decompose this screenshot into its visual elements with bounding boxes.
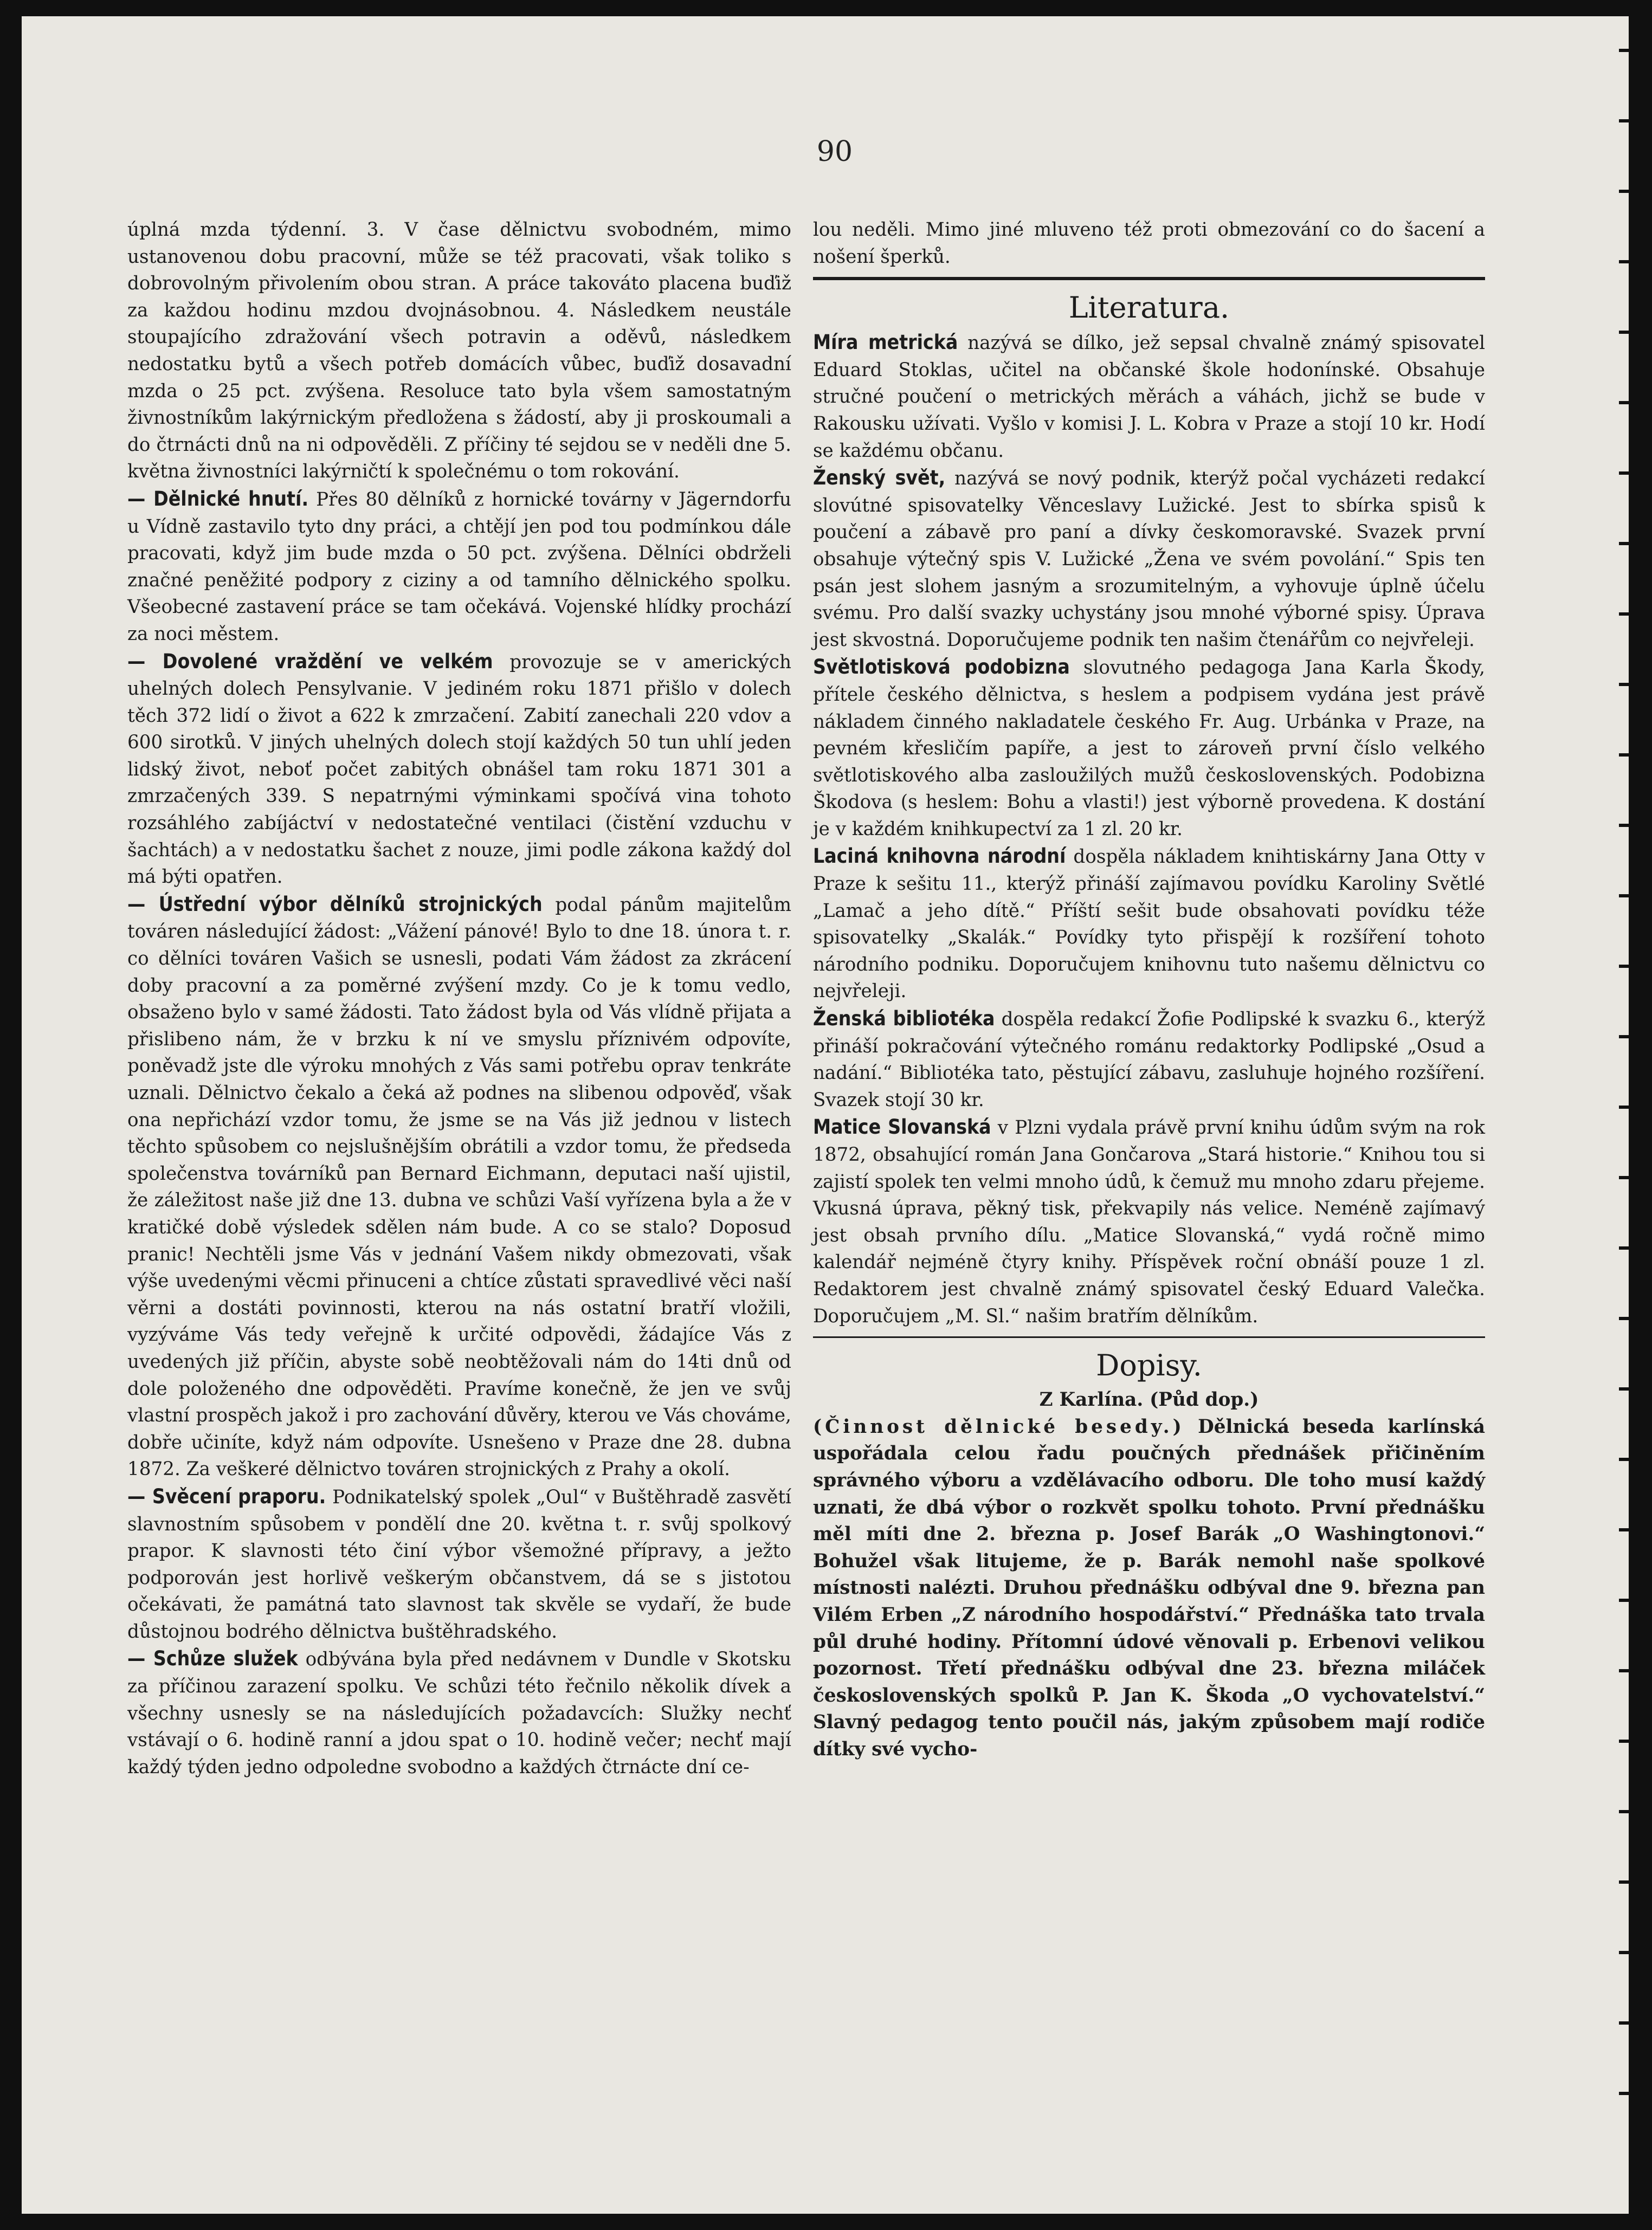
literature-item bbox=[813, 1114, 1485, 1330]
article-lead: — Svěcení praporu. bbox=[127, 1484, 326, 1508]
right-column bbox=[813, 217, 1485, 1763]
article-continuation: úplná mzda týdenní. 3. V čase dělnictvu svobodném, mimo ustanovenou dobu pracovní, může se též pracovati, však toliko s dobrovolným přivolením obou stran. A práce takováto placena buďiž za každou hodinu mzdou dvojnásobnou. 4. Následkem neustále stoupajícího zdražování všech potravin a oděvů, následkem nedostatku bytů a všech potřeb domácích vůbec, buďiž dosavadní mzda o 25 pct. zvýšena. Resoluce tato byla všem samostatným živnostníkům lakýrnickým předložena s žádostí, aby ji proskoumali a do čtrnácti dnů na ni odpověděli. Z příčiny té sejdou se v neděli dne 5. května živnostníci lakýrničtí k společnému o tom rokování. bbox=[127, 219, 791, 483]
literature-body: v Plzni vydala právě první knihu údům svým na rok 1872, obsahující román Jana Gončarova „Stará historie.“ Knihou tou si zajistí spolek ten velmi mnoho údů, k čemuž mu mnoho zdaru přejeme. Vkusná úprava, pěkný tisk, překvapily nás velice. Neméně zajímavý jest obsah prvního dílu. „Matice Slovanská,“ vydá ročně mimo kalendář nejméně čtyry knihy. Příspěvek roční obnáší pouze 1 zl. Redaktorem jest chvalně známý spisovatel český Eduard Valečka. Doporučujem „M. Sl.“ našim bratřím dělníkům. bbox=[813, 1117, 1485, 1327]
letter-body-paragraph bbox=[813, 1414, 1485, 1763]
article-schuze-sluzek bbox=[127, 1645, 791, 1781]
article-body: odbývána byla před nedávnem v Dundle v Skotsku za příčinou zarazení spolku. Ve schůzi této řečnilo několik dívek a všechny usnesly se na následujících požadavcích: Služky nechť vstávají o 6. hodině ranní a jdou spat o 10. hodině večer; nechť mají každý týden jedno odpoledne svobodno a každých čtrnácte dní ce- bbox=[127, 1649, 791, 1778]
literature-body: dospěla nákladem knihtiskárny Jana Otty v Praze k sešitu 11., kterýž přináší zajímavou povídku Karoliny Světlé „Lamač a jeho dítě.“ Příští sešit bude obsahovati povídku téže spisovatelky „Skalák.“ Povídky tyto přispějí k rozšíření tohoto národního podniku. Doporučujem knihovnu tuto našemu dělnictvu co nejvřeleji. bbox=[813, 846, 1485, 1003]
letter-subheading: (Činnost dělnické besedy.) bbox=[813, 1415, 1185, 1438]
article-lead: — Dovolené vraždění ve velkém bbox=[127, 649, 493, 673]
literature-lead: Laciná knihovna národní bbox=[813, 844, 1066, 868]
literature-item bbox=[813, 843, 1485, 1005]
literature-item bbox=[813, 464, 1485, 654]
literature-item bbox=[813, 654, 1485, 843]
article-body: Podnikatelský spolek „Oul“ v Buštěhradě zasvětí slavnostním spůsobem v pondělí dne 20. května t. r. svůj spolkový prapor. K slavnosti této činí výbor všemožné přípravy, a ježto podporován jest horlivě veškerým občanstvem, dá se s jistotou očekávati, že památná tato slavnost tak skvěle se vydaří, že bude důstojnou bodrého dělnictva buštěhradského. bbox=[127, 1486, 791, 1643]
article-vrazdeni bbox=[127, 648, 791, 891]
article-lead: — Dělnické hnutí. bbox=[127, 487, 309, 510]
literature-heading: Literatura. bbox=[1068, 290, 1230, 325]
letters-heading: Dopisy. bbox=[1096, 1348, 1202, 1383]
article-body: provozuje se v amerických uhelných dolech Pensylvanie. V jediném roku 1871 přišlo v dolech těch 372 lidí o život a 622 k zmrzačení. Zabití zanechali 220 vdov a 600 sirotků. V jiných uhelných dolech stojí každých 50 tun uhlí jeden lidský život, neboť počet zabitých obnášel tam roku 1871 301 a zmrzačených 339. S nepatrnými výminkami spočívá vina tohoto rozsáhlého zabíjáctví v nedostatečné ventilaci (čistění vzduchu v šachtách) a v nedostatku šachet z nouze, jimi podle zákona každý dol má býti opatřen. bbox=[127, 651, 791, 888]
article-body: podal pánům majitelům továren následující žádost: „Vážení pánové! Bylo to dne 18. února t. r. co dělníci továren Vašich se usnesli, podati Vám žádost za zkrácení doby pracovní a za poměrné zvýšení mzdy. Co je k tomu vedlo, obsaženo bylo v samé žádosti. Tato žádost byla od Vás vlídně přijata a přislibeno nám, že v brzku k ní ve smyslu příznivém odpovíte, poněvadž jste dle výroku mnohých z Vás sami potřebu oprav tenkráte uznali. Dělnictvo čekalo a čeká až podnes na slibenou odpověď, však ona nepřichází vzdor tomu, že jsme se na Vás již jednou v listech těchto spůsobem co nejslušnějším obrátili a vzdor tomu, že předseda společenstva továrníků pan Bernard Eichmann, deputaci naší ujistil, že záležitost naše již dne 13. dubna ve schůzi Vaší vyřízena byla a že v kratičké době výsledek sdělen nám bude. A co se stalo? Doposud pranic! Nechtěli jsme Vás v jednání Vašem nikdy obmezovati, však výše uvedenými věcmi přinuceni a chtíce zůstati spravedlivé věci naší věrni a dostáti povinnosti, kterou na nás ostatní bratří vložili, vyzýváme Vás tedy veřejně k určité odpovědi, žádajíce Vás z uvedených již příčin, abyste sobě neobtěžovali nám do 14ti dnů od dole položeného dne odpověděti. Pravíme konečně, že jen ve svůj vlastní prospěch jakož i pro zachování důvěry, kterou ve Vás chováme, dobře učiníte, když nám odpovíte. Usnešeno v Praze dne 28. dubna 1872. Za veškeré dělnictvo továren strojnických z Prahy a okolí. bbox=[127, 894, 791, 1481]
section-divider bbox=[813, 277, 1485, 280]
page-edge-marks bbox=[1619, 49, 1629, 2162]
literature-body: nazývá se dílko, jež sepsal chvalně známý spisovatel Eduard Stoklas, učitel na občanské škole hodonínské. Obsahuje stručné poučení o metrických měrách a váhách, jichž se bude v Rakousku užívati. Vyšlo v komisi J. L. Kobra v Praze a stojí 10 kr. Hodí se každému občanu. bbox=[813, 332, 1486, 462]
page-number: 90 bbox=[816, 135, 853, 168]
article-ustredni-vybor bbox=[127, 891, 791, 1483]
literature-item bbox=[813, 329, 1485, 464]
article-sveceni-praporu bbox=[127, 1483, 791, 1646]
article-delnicke-hnuti bbox=[127, 486, 791, 648]
literature-body: slovutného pedagoga Jana Karla Škody, přítele českého dělnictva, s heslem a podpisem vydána jest právě nákladem činného nakladatele českého Fr. Aug. Urbánka v Praze, na pevném křesličím papíře, a jest to zároveň první číslo velkého světlotiskového alba zasloužilých mužů československých. Podobizna Škodova (s heslem: Bohu a vlasti!) jest výborně provedena. K dostání je v každém knihkupectví za 1 zl. 20 kr. bbox=[813, 657, 1486, 840]
literature-lead: Matice Slovanská bbox=[813, 1115, 991, 1139]
literature-lead: Ženský svět, bbox=[813, 466, 946, 490]
literature-lead: Světlotisková podobizna bbox=[813, 655, 1070, 679]
literature-body: dospěla redakcí Žofie Podlipské k svazku 6., kterýž přináší pokračování výtečného románu redaktorky Podlipské „Osud a nadání.“ Bibliotéka tato, pěstující zábavu, zasluhuje hojného rozšíření. Svazek stojí 30 kr. bbox=[813, 1009, 1485, 1111]
literature-lead: Ženská bibliotéka bbox=[813, 1007, 995, 1031]
letter-body: Dělnická beseda karlínská uspořádala celou řadu poučných přednášek přičiněním správného výboru a vzdělávacího odboru. Dle toho musí každý uznati, že dbá výbor o rozkvět spolku tohoto. První přednášku měl míti dne 2. března p. Josef Barák „O Washingtonovi.“ Bohužel však litujeme, že p. Barák nemohl naše spolkové místnosti nalézti. Druhou přednášku odbýval dne 9. března pan Vilém Erben „Z národního hospodářství.“ Přednáška tato trvala půl druhé hodiny. Přítomní údové věnovali p. Erbenovi velikou pozornost. Třetí přednášku odbýval dne 23. března miláček československých spolků P. Jan K. Škoda „O vychovatelství.“ Slavný pedagog tento poučil nás, jakým způsobem mají rodiče dítky své vycho- bbox=[813, 1415, 1485, 1760]
literature-body: nazývá se nový podnik, kterýž počal vycházeti redakcí slovútné spisovatelky Věnceslavy Lužické. Jest to sbírka spisů k poučení a zábavě pro paní a dívky českomoravské. Svazek první obsahuje výtečný spis V. Lužické „Žena ve svém povolání.“ Spis ten psán jest slohem jasným a srozumitelným, a vyhovuje úplně účelu svému. Pro další svazky uchystány jsou mnohé výborné spisy. Úprava jest skvostná. Doporučujeme podnik ten našim čtenářům co nejvřeleji. bbox=[813, 468, 1485, 651]
left-column bbox=[127, 217, 791, 1781]
literature-lead: Míra metrická bbox=[813, 331, 958, 354]
article-lead: — Schůze služek bbox=[127, 1647, 298, 1671]
literature-item bbox=[813, 1005, 1485, 1114]
article-lead: — Ústřední výbor dělníků strojnických bbox=[127, 892, 543, 916]
section-divider bbox=[813, 1336, 1485, 1338]
article-continuation-right: lou neděli. Mimo jiné mluveno též proti obmezování co do šacení a nošení šperků. bbox=[813, 219, 1485, 268]
article-body: Přes 80 dělníků z hornické továrny v Jägerndorfu u Vídně zastavilo tyto dny práci, a chtějí jen pod tou podmínkou dále pracovati, když jim bude mzda o 50 pct. zvýšena. Dělníci obdrželi značné peněžité podpory z ciziny a od tamního dělnického spolku. Všeobecné zastavení práce se tam očekává. Vojenské hlídky prochází za noci městem. bbox=[127, 488, 791, 645]
letter-place: Z Karlína. (Půd dop.) bbox=[1039, 1389, 1259, 1411]
newspaper-page bbox=[22, 16, 1629, 2214]
